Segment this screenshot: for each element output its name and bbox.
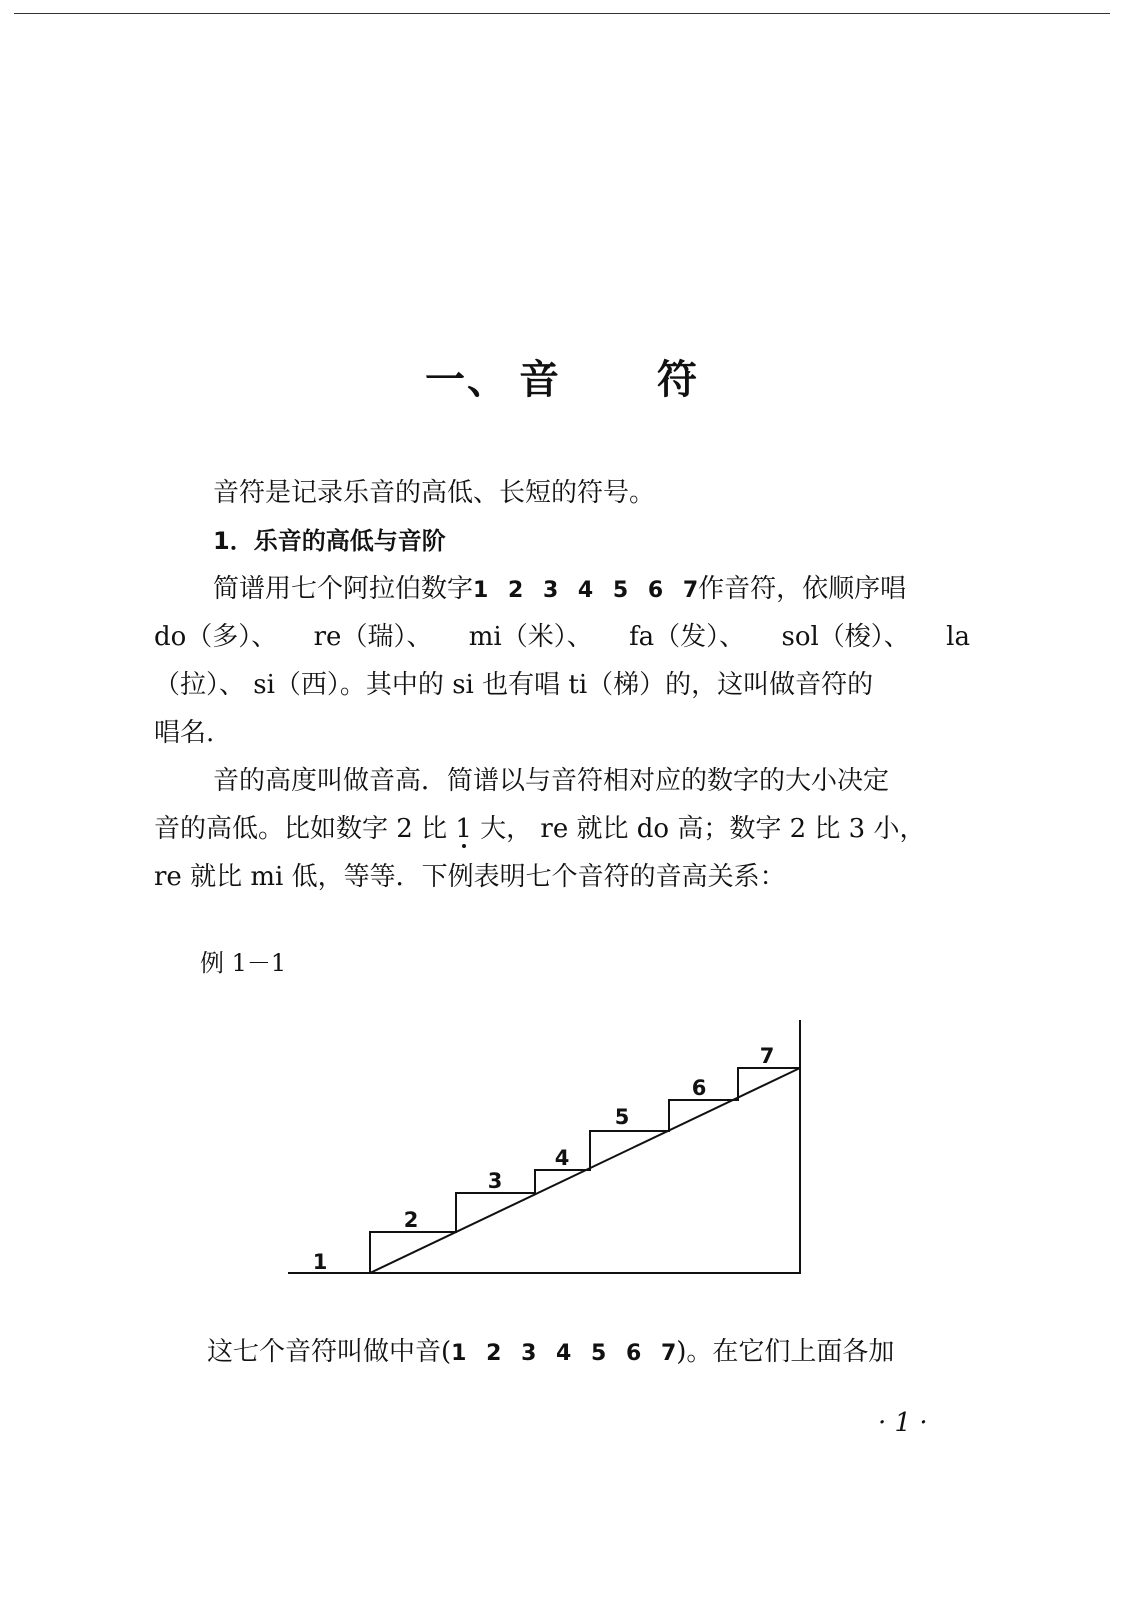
- paragraph-1-line-3: （拉）、 si（西）。其中的 si 也有唱 ti（梯）的，这叫做音符的: [154, 670, 874, 700]
- p1-line1-text-a: 简谱用七个阿拉伯数字: [213, 574, 474, 604]
- paragraph-2-line-3: re 就比 mi 低，等等．下例表明七个音符的音高关系：: [154, 862, 786, 892]
- intro-sentence: 音符是记录乐音的高低、长短的符号。: [213, 478, 656, 508]
- solfege-sol: sol（梭）、: [781, 622, 910, 652]
- solfege-re: re（瑞）、: [313, 622, 433, 652]
- chapter-number: 一、: [425, 356, 509, 403]
- step-label-5: 5: [614, 1105, 630, 1129]
- solfege-la: la: [946, 622, 970, 652]
- p1-digit-sequence: 1 2 3 4 5 6 7: [473, 578, 699, 603]
- solfege-mi: mi（米）、: [468, 622, 593, 652]
- paragraph-3-line-1: [207, 1337, 894, 1369]
- staircase-outline: [288, 1020, 800, 1273]
- step-label-3: 3: [487, 1169, 503, 1193]
- example-label: 例 1－1: [200, 949, 287, 977]
- section-heading: 1．乐音的高低与音阶: [213, 527, 446, 555]
- step-label-6: 6: [691, 1076, 707, 1100]
- solfege-fa: fa（发）、: [629, 622, 746, 652]
- p2-line2-text-a: 音的高低。比如数字 2 比: [154, 814, 456, 844]
- paragraph-1-line-4: 唱名.: [154, 718, 215, 748]
- step-label-4: 4: [554, 1146, 570, 1170]
- chapter-title-char-1: 音: [519, 356, 561, 403]
- step-label-2: 2: [403, 1208, 419, 1232]
- p1-line1-text-b: 作音符，依顺序唱: [698, 574, 907, 604]
- chapter-title-char-2: 符: [657, 356, 699, 403]
- solfege-do: do（多）、: [154, 622, 278, 652]
- p3-text-a: 这七个音符叫做中音(: [207, 1337, 452, 1367]
- step-label-1: 1: [312, 1250, 328, 1274]
- paragraph-2-line-1: 音的高度叫做音高．简谱以与音符相对应的数字的大小决定: [213, 766, 890, 796]
- page-number: · 1 ·: [878, 1408, 928, 1438]
- p2-line2-text-b: 大， re 就比 do 高；数字 2 比 3 小，: [471, 814, 926, 844]
- step-label-7: 7: [759, 1044, 775, 1068]
- low-octave-one-digit: 1: [455, 814, 472, 844]
- staircase-hypotenuse: [370, 1068, 800, 1273]
- p3-digit-sequence: 1 2 3 4 5 6 7: [451, 1341, 677, 1366]
- p3-text-b: )。在它们上面各加: [676, 1337, 895, 1367]
